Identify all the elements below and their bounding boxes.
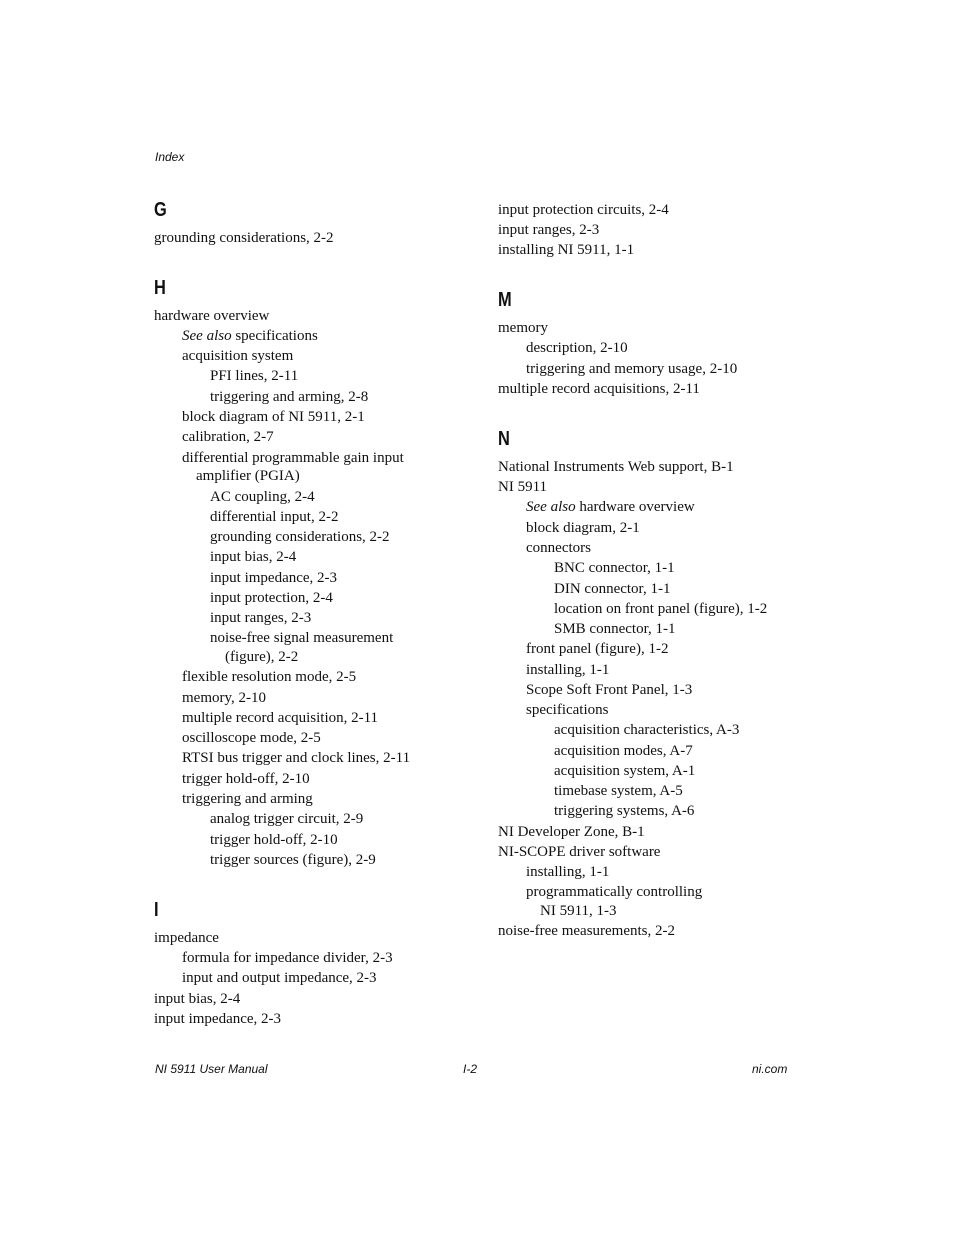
index-entry: oscilloscope mode, 2-5 — [182, 730, 321, 746]
index-entry: installing, 1-1 — [526, 662, 610, 678]
section-letter-h: H — [154, 277, 166, 299]
index-entry-see-also — [182, 327, 318, 345]
section-letter-n: N — [498, 428, 510, 450]
index-entry: input bias, 2-4 — [154, 991, 241, 1007]
index-entry-see-also — [526, 498, 695, 516]
index-entry: noise-free signal measurement — [210, 630, 394, 646]
index-entry: input bias, 2-4 — [210, 549, 297, 565]
index-entry: AC coupling, 2-4 — [210, 489, 315, 505]
see-also-label: See also — [526, 499, 576, 515]
index-entry: NI 5911 — [498, 479, 548, 495]
index-entry: RTSI bus trigger and clock lines, 2-11 — [182, 750, 411, 766]
index-entry: trigger hold-off, 2-10 — [182, 771, 310, 787]
index-entry-continuation: amplifier (PGIA) — [196, 468, 300, 484]
index-entry: noise-free measurements, 2-2 — [498, 923, 676, 939]
index-entry: impedance — [154, 930, 219, 946]
index-entry: triggering and memory usage, 2-10 — [526, 361, 738, 377]
index-entry: input ranges, 2-3 — [498, 222, 600, 238]
index-entry: NI Developer Zone, B-1 — [498, 824, 645, 840]
index-entry: NI-SCOPE driver software — [498, 844, 661, 860]
index-entry: BNC connector, 1-1 — [554, 560, 675, 576]
index-entry: National Instruments Web support, B-1 — [498, 459, 734, 475]
index-entry: acquisition modes, A-7 — [554, 743, 693, 759]
index-entry: triggering and arming, 2-8 — [210, 389, 369, 405]
index-entry: input protection, 2-4 — [210, 590, 333, 606]
index-entry-continuation: (figure), 2-2 — [225, 649, 299, 665]
index-entry: flexible resolution mode, 2-5 — [182, 669, 357, 685]
index-entry: grounding considerations, 2-2 — [154, 230, 334, 246]
index-entry: installing, 1-1 — [526, 864, 610, 880]
footer-page-number: I-2 — [463, 1062, 478, 1076]
index-entry: multiple record acquisition, 2-11 — [182, 710, 379, 726]
see-also-target: hardware overview — [575, 499, 695, 515]
index-entry: DIN connector, 1-1 — [554, 581, 671, 597]
index-entry: calibration, 2-7 — [182, 429, 274, 445]
index-entry: connectors — [526, 540, 591, 556]
index-entry: differential input, 2-2 — [210, 509, 339, 525]
see-also-label: See also — [182, 328, 232, 344]
index-entry: differential programmable gain input — [182, 450, 404, 466]
index-entry: formula for impedance divider, 2-3 — [182, 950, 393, 966]
index-entry: triggering and arming — [182, 791, 313, 807]
index-entry: memory — [498, 320, 548, 336]
index-entry: triggering systems, A-6 — [554, 803, 695, 819]
footer-manual-title: NI 5911 User Manual — [155, 1062, 268, 1076]
index-entry: trigger hold-off, 2-10 — [210, 832, 338, 848]
index-entry: input impedance, 2-3 — [154, 1011, 282, 1027]
see-also-target: specifications — [231, 328, 318, 344]
index-entry: memory, 2-10 — [182, 690, 267, 706]
index-entry: trigger sources (figure), 2-9 — [210, 852, 376, 868]
index-entry: multiple record acquisitions, 2-11 — [498, 381, 700, 397]
index-entry: analog trigger circuit, 2-9 — [210, 811, 364, 827]
index-entry: input and output impedance, 2-3 — [182, 970, 377, 986]
index-entry: acquisition characteristics, A-3 — [554, 722, 740, 738]
running-head: Index — [155, 150, 185, 164]
section-letter-g: G — [154, 199, 167, 221]
index-entry: front panel (figure), 1-2 — [526, 641, 669, 657]
index-entry-continuation: NI 5911, 1-3 — [540, 903, 617, 919]
index-entry: input ranges, 2-3 — [210, 610, 312, 626]
index-entry: timebase system, A-5 — [554, 783, 683, 799]
index-entry: SMB connector, 1-1 — [554, 621, 676, 637]
index-entry: description, 2-10 — [526, 340, 628, 356]
index-entry: acquisition system — [182, 348, 294, 364]
index-entry: location on front panel (figure), 1-2 — [554, 601, 768, 617]
index-entry: block diagram of NI 5911, 2-1 — [182, 409, 365, 425]
index-entry: input impedance, 2-3 — [210, 570, 338, 586]
section-letter-i: I — [154, 899, 159, 921]
section-letter-m: M — [498, 289, 512, 311]
index-entry: PFI lines, 2-11 — [210, 368, 299, 384]
index-entry: block diagram, 2-1 — [526, 520, 640, 536]
footer-website: ni.com — [752, 1062, 788, 1076]
index-entry: programmatically controlling — [526, 884, 703, 900]
index-entry: input protection circuits, 2-4 — [498, 202, 669, 218]
index-entry: Scope Soft Front Panel, 1-3 — [526, 682, 693, 698]
index-entry: installing NI 5911, 1-1 — [498, 242, 635, 258]
index-entry: grounding considerations, 2-2 — [210, 529, 390, 545]
index-entry: specifications — [526, 702, 609, 718]
index-entry: hardware overview — [154, 308, 270, 324]
index-entry: acquisition system, A-1 — [554, 763, 696, 779]
